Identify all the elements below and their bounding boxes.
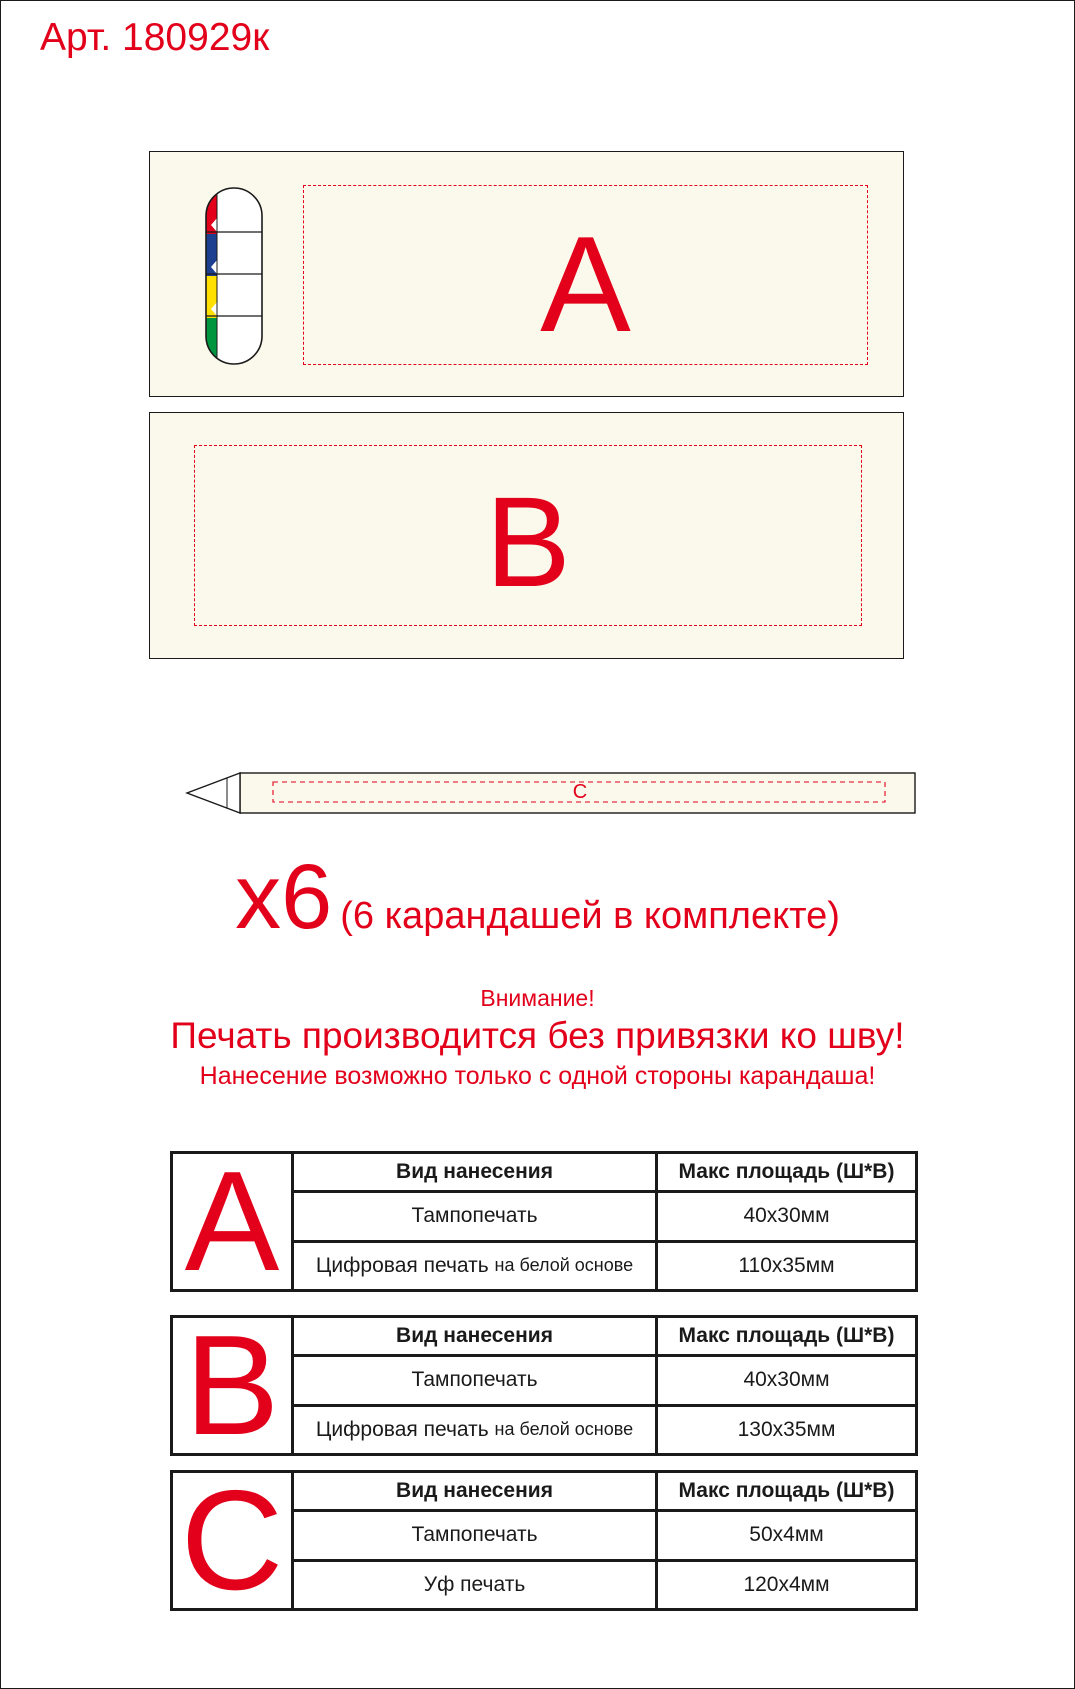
header-area: Макс площадь (Ш*В) <box>678 1324 895 1347</box>
print-area-panel-b <box>149 412 904 659</box>
zone-a-letter: A <box>540 208 631 360</box>
header-area: Макс площадь (Ш*В) <box>678 1479 895 1502</box>
cell-method: Тампопечать <box>294 1193 658 1240</box>
cell-area: 130x35мм <box>737 1417 836 1441</box>
spec-table-c <box>170 1460 918 1620</box>
print-zone-b <box>194 445 862 626</box>
spec-letter: A <box>173 1154 294 1289</box>
quantity-multiplier: x6 <box>235 846 333 948</box>
table-row <box>294 1559 915 1609</box>
zone-b-letter: B <box>485 471 571 614</box>
table-header-row <box>294 1318 915 1354</box>
table-row <box>294 1240 915 1290</box>
header-method: Вид нанесения <box>294 1473 658 1509</box>
cell-method: Тампопечать <box>294 1357 658 1404</box>
spec-letter: C <box>173 1473 294 1608</box>
spec-table-a <box>170 1141 918 1301</box>
spec-table-b <box>170 1305 918 1465</box>
spec-letter: B <box>173 1318 294 1453</box>
cell-method: Тампопечать <box>294 1512 658 1559</box>
cell-method: Цифровая печать на белой основе <box>294 1407 658 1454</box>
notice-main: Печать производится без привязки ко шву! <box>170 1015 905 1056</box>
cell-method: Цифровая печать на белой основе <box>294 1243 658 1290</box>
table-row <box>294 1354 915 1404</box>
cell-area: 50x4мм <box>749 1523 824 1547</box>
notice-title: Внимание! <box>480 985 595 1011</box>
header-method: Вид нанесения <box>294 1154 658 1190</box>
table-row <box>294 1190 915 1240</box>
quantity-line <box>0 845 1075 950</box>
quantity-note: (6 карандашей в комплекте) <box>340 895 840 937</box>
table-header-row <box>294 1154 915 1190</box>
cell-area: 40x30мм <box>743 1368 830 1392</box>
cell-area: 110x35мм <box>738 1253 835 1277</box>
pencil-set-icon <box>203 186 265 366</box>
cell-method: Уф печать <box>294 1562 658 1609</box>
cell-area: 120x4мм <box>743 1572 830 1596</box>
zone-c-letter: C <box>572 781 588 803</box>
article-number: Арт. 180929к <box>40 16 270 59</box>
header-method: Вид нанесения <box>294 1318 658 1354</box>
cell-area: 40x30мм <box>743 1204 830 1228</box>
table-header-row <box>294 1473 915 1509</box>
notice-sub: Нанесение возможно только с одной стороны карандаша! <box>199 1062 876 1090</box>
pencil-drawing <box>185 770 917 818</box>
header-area: Макс площадь (Ш*В) <box>678 1160 895 1183</box>
table-row <box>294 1404 915 1454</box>
table-row <box>294 1509 915 1559</box>
print-zone-a <box>303 185 868 365</box>
